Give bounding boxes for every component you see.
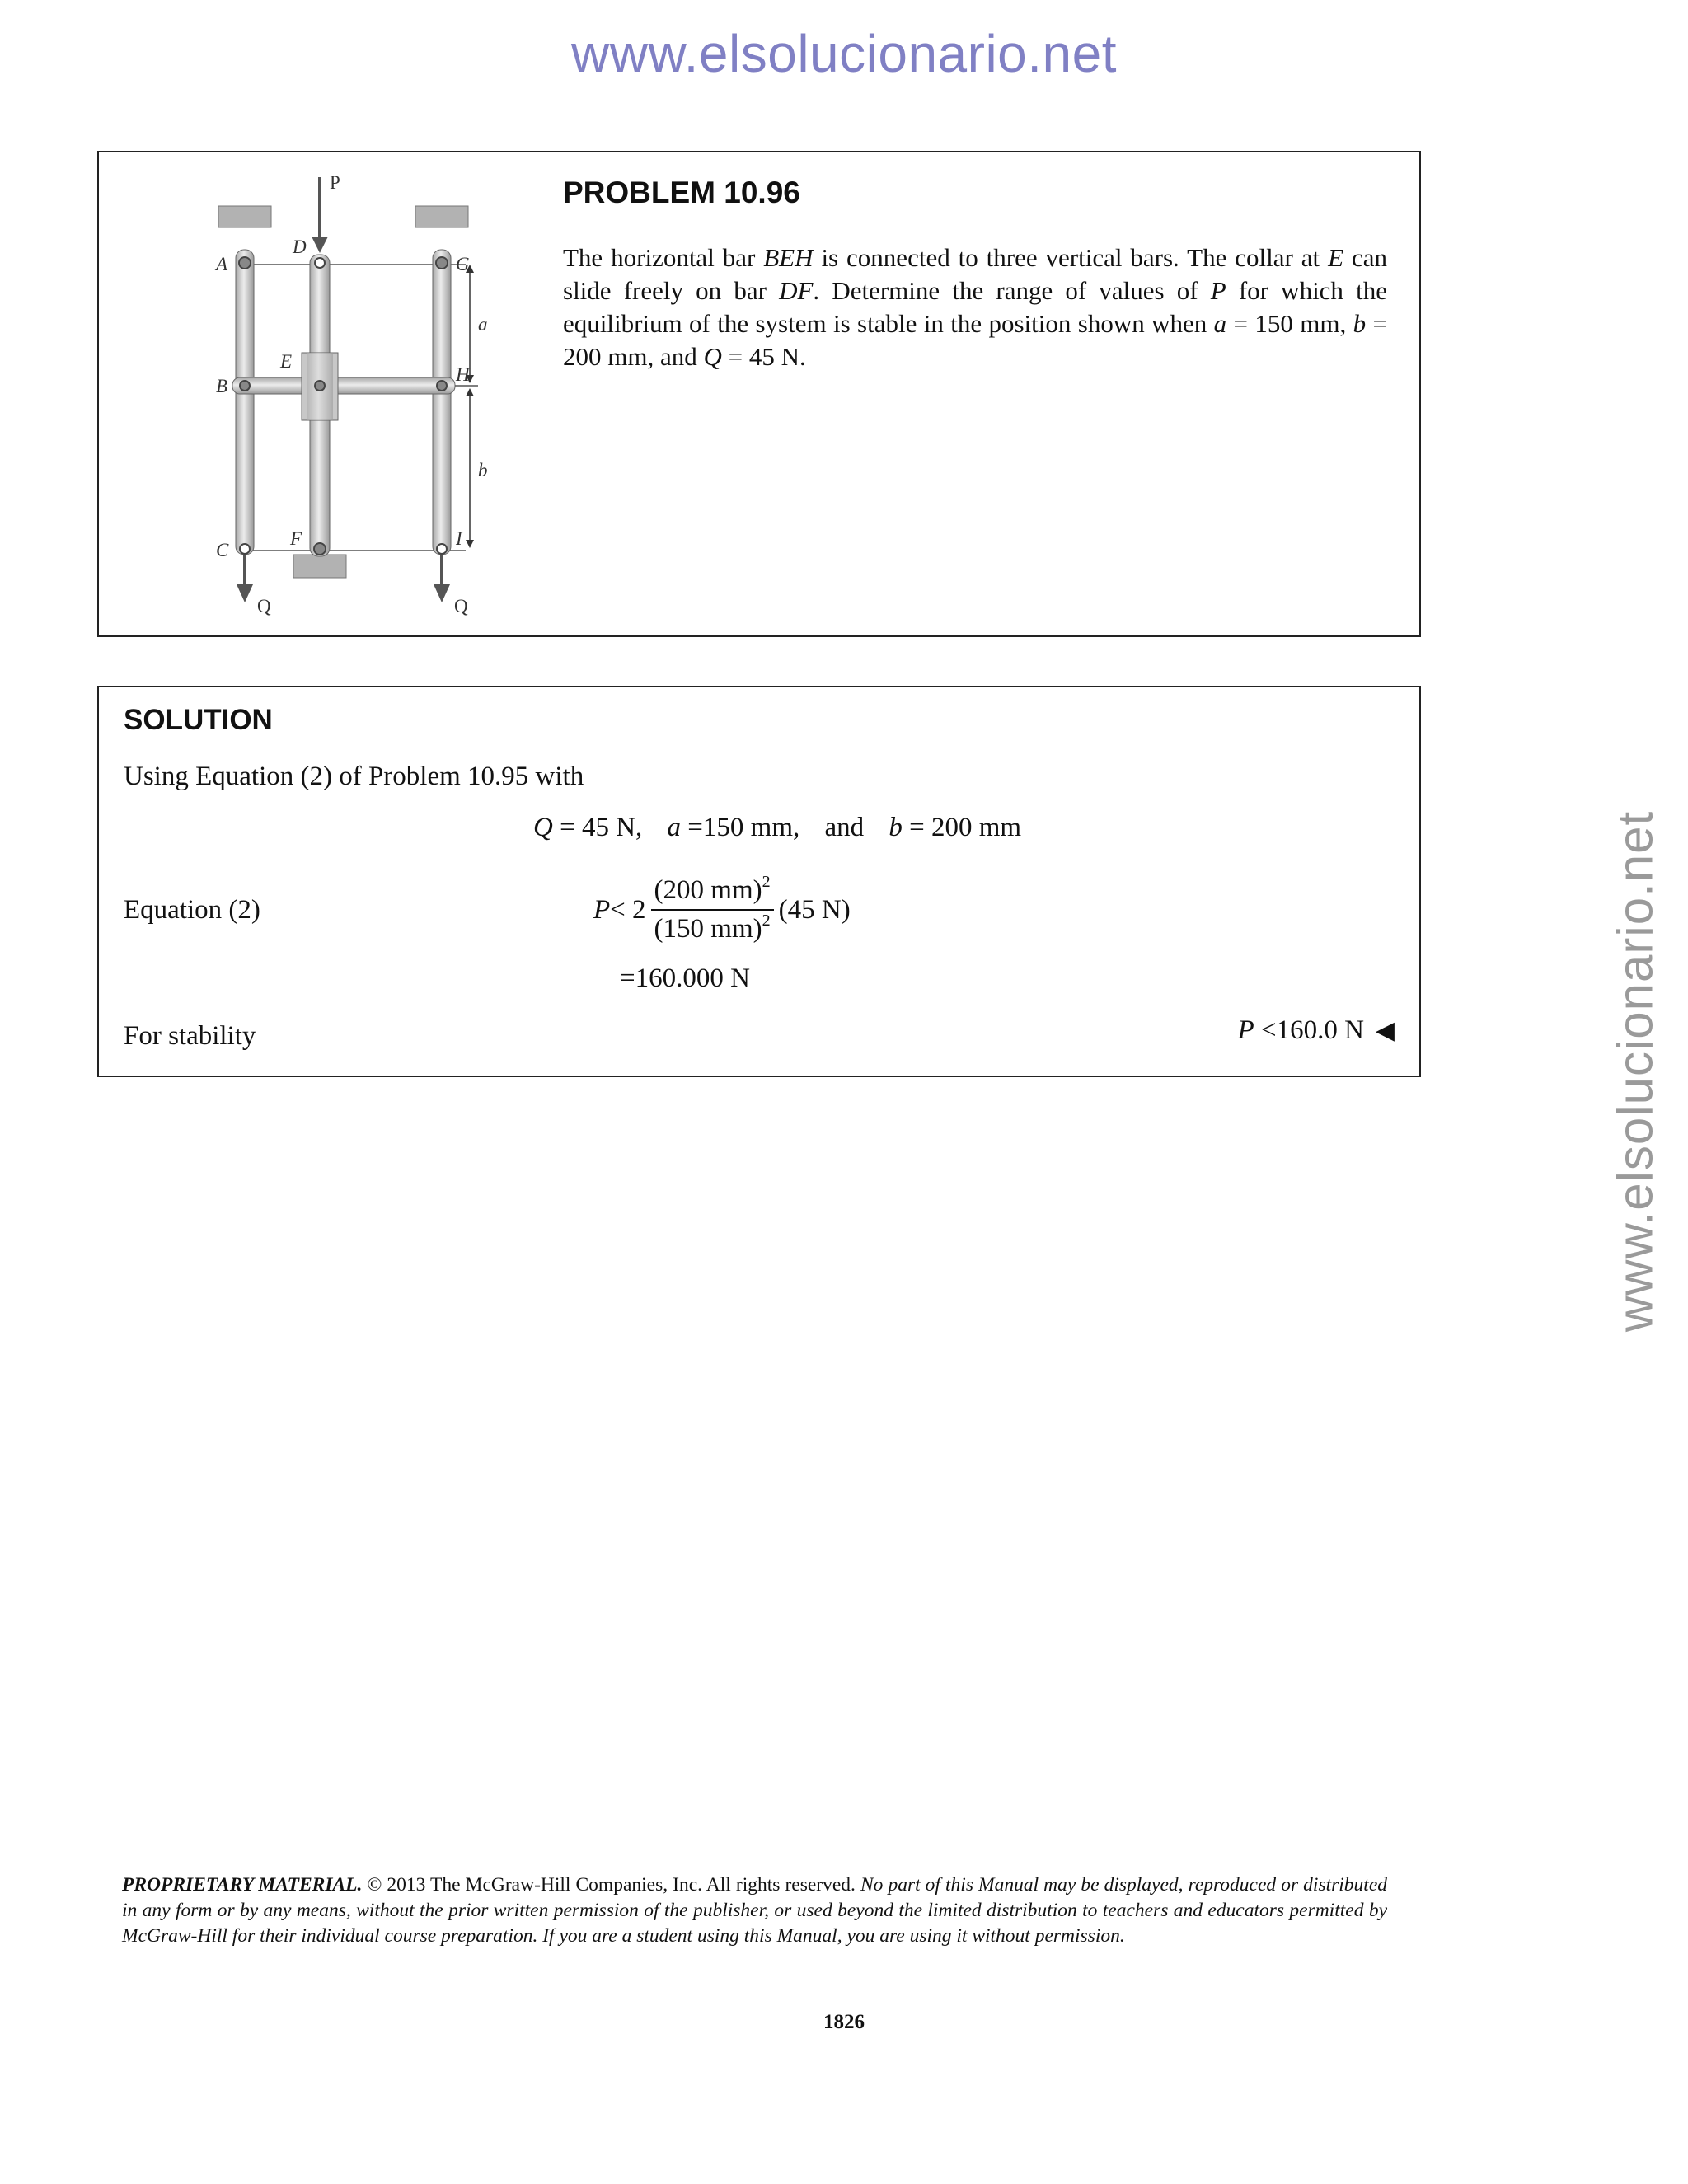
label-dim-a: a (478, 314, 488, 335)
stability-label: For stability (124, 1021, 256, 1051)
page-number: 1826 (823, 2011, 865, 2033)
label-dim-b: b (478, 460, 488, 480)
equation-2: P < 2 $\frac{(200 mm)^2}{(150 mm)^2}$ (45 N) (593, 873, 851, 944)
load-p-arrow (312, 237, 328, 253)
label-q-right: Q (454, 596, 468, 616)
solution-title: SOLUTION (124, 704, 273, 736)
label-c: C (216, 540, 229, 560)
answer-marker-icon: ◀ (1375, 1016, 1395, 1045)
watermark-side: www.elsolucionario.net (1607, 810, 1663, 1333)
equation-label: Equation (2) (124, 895, 260, 925)
given-values: Q = 45 N, a =150 mm, and b = 200 mm (533, 813, 1022, 842)
watermark-top: www.elsolucionario.net (571, 24, 1117, 83)
pin-a (239, 257, 251, 269)
pin-d (315, 258, 325, 268)
problem-statement: The horizontal bar BEH is connected to three vertical bars. The collar at E can slide freely on bar DF. Determine the range of values of P for which the equilibrium of the system is stable in the position shown when a = 150 mm, b = 200 mm, and Q = 45 N. (563, 243, 1387, 371)
pin-i (437, 544, 447, 554)
pin-e (315, 381, 325, 391)
pin-h (437, 381, 447, 391)
label-f: F (290, 528, 302, 549)
pin-c (240, 544, 250, 554)
support-a (218, 206, 271, 227)
label-i: I (456, 528, 462, 549)
label-b: B (216, 376, 228, 396)
support-g (415, 206, 468, 227)
copyright-footer: PROPRIETARY MATERIAL. © 2013 The McGraw-Hill Companies, Inc. All rights reserved. No part of this Manual may be displayed, reproduced or distributed in any form or by any means, without the prior written permission of the publisher, or used beyond the limited distribution to teachers and educators permitted by McGraw-Hill for their individual course preparation. If you are a student using this Manual, you are using it without permission. (122, 1874, 1388, 1947)
bar-beh (232, 377, 455, 394)
bar-ghi (433, 250, 451, 555)
label-e: E (280, 351, 293, 372)
load-q-right-arrow (434, 584, 450, 602)
pin-g (436, 257, 448, 269)
label-a: A (216, 254, 228, 274)
solution-intro: Using Equation (2) of Problem 10.95 with (124, 762, 584, 791)
final-answer: P <160.0 N ◀ (1237, 1015, 1395, 1045)
label-q-left: Q (257, 596, 271, 616)
label-h: H (456, 364, 470, 385)
pin-b (240, 381, 250, 391)
problem-title: PROBLEM 10.96 (563, 176, 800, 209)
mechanism-figure (148, 167, 511, 621)
load-q-left-arrow (237, 584, 253, 602)
support-f (293, 555, 346, 578)
problem-box (97, 151, 1421, 637)
bar-abc (236, 250, 254, 555)
label-p: P (330, 172, 340, 193)
equation-result: =160.000 N (620, 963, 750, 993)
label-g: G (456, 254, 470, 274)
solution-box (97, 686, 1421, 1077)
pin-f (314, 543, 326, 555)
label-d: D (293, 237, 307, 257)
